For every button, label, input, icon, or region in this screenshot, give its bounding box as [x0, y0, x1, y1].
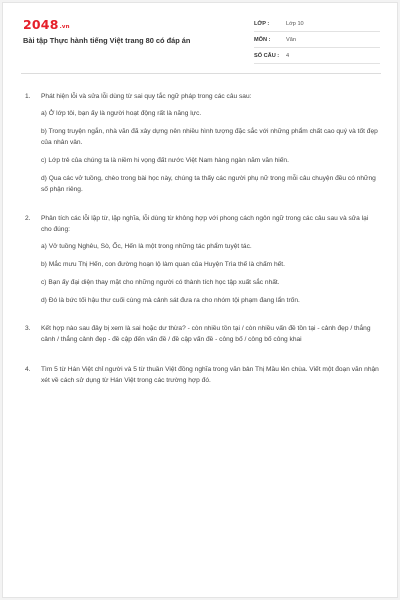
- meta-row-subject: [254, 32, 380, 48]
- question-option: c) Lớp trẻ của chúng ta là niềm hi vọng đất nước Việt Nam hàng ngàn năm văn hiến.: [41, 157, 289, 164]
- document-page: [2, 2, 398, 598]
- question-number: 2.: [25, 215, 31, 222]
- meta-label: MÔN :: [254, 36, 271, 43]
- question-item: [25, 323, 379, 345]
- logo-number: 2048: [23, 17, 59, 32]
- meta-value: Lớp 10: [286, 20, 304, 27]
- question-text: Tìm 5 từ Hán Việt chỉ người và 5 từ thuần Việt đồng nghĩa trong văn bản Thị Mầu lên chùa. Viết một đoạn văn nhận xét về cách sử dụng từ Hán Việt trong các trường hợp đó.: [41, 366, 379, 384]
- question-option: d) Đó là bức tối hậu thư cuối cùng mà cảnh sát đưa ra cho nhóm tội phạm đang lẩn trốn.: [41, 297, 300, 304]
- question-list: [25, 91, 379, 399]
- question-option: b) Trong truyện ngắn, nhà văn đã xây dựng nên nhiều hình tượng đặc sắc với những phẩm chất cao quý và tốt đẹp của nhân vân.: [41, 128, 378, 146]
- question-option: a) Vở tuồng Nghêu, Sò, Ốc, Hến là một trong những tác phẩm tuyệt tác.: [41, 243, 252, 250]
- document-meta-table: [254, 16, 380, 64]
- meta-label: LỚP :: [254, 20, 270, 27]
- question-text: Phân tích các lỗi lặp từ, lặp nghĩa, lỗi dùng từ không hợp với phong cách ngôn ngữ trong các câu sau và sửa lại cho đúng:: [41, 215, 369, 233]
- question-text: Kết hợp nào sau đây bị xem là sai hoặc dư thừa? - còn nhiều tồn tại / còn nhiều vấn đề tồn tại - cảnh đẹp / thắng cảnh / thắng cảnh đẹp - đề cập đến vấn đề / đề cập vấn đề - công bố / công bố công khai: [41, 325, 371, 343]
- question-number: 3.: [25, 325, 31, 332]
- question-option: c) Bạn ấy đại diện thay mặt cho những người có thành tích học tập xuất sắc nhất.: [41, 279, 280, 286]
- question-number: 4.: [25, 366, 31, 373]
- question-item: [25, 213, 379, 306]
- meta-row-class: [254, 16, 380, 32]
- document-title: Bài tập Thực hành tiếng Việt trang 80 có đáp án: [23, 36, 191, 45]
- meta-label: SỐ CÂU :: [254, 52, 280, 59]
- question-item: [25, 91, 379, 195]
- question-option: a) Ở lớp tôi, bạn ấy là người hoạt động rất là năng lực.: [41, 110, 202, 117]
- header-divider: [21, 73, 381, 74]
- question-option: d) Qua các vở tuồng, chèo trong bài học này, chúng ta thấy các người phụ nữ trong mỗi câu chuyện đều có những số phận riêng.: [41, 175, 376, 193]
- meta-value: Văn: [286, 36, 296, 43]
- logo-suffix: .vn: [59, 24, 70, 30]
- site-logo[interactable]: [23, 17, 70, 32]
- document-header: [3, 3, 397, 69]
- question-number: 1.: [25, 93, 31, 100]
- question-item: [25, 364, 379, 386]
- question-option: b) Mắc mưu Thị Hến, con đường hoạn lộ làm quan của Huyện Trìa thế là chấm hết.: [41, 261, 285, 268]
- question-text: Phát hiện lỗi và sửa lỗi dùng từ sai quy tắc ngữ pháp trong các câu sau:: [41, 93, 252, 100]
- meta-value: 4: [286, 52, 290, 59]
- meta-row-question-count: [254, 48, 380, 64]
